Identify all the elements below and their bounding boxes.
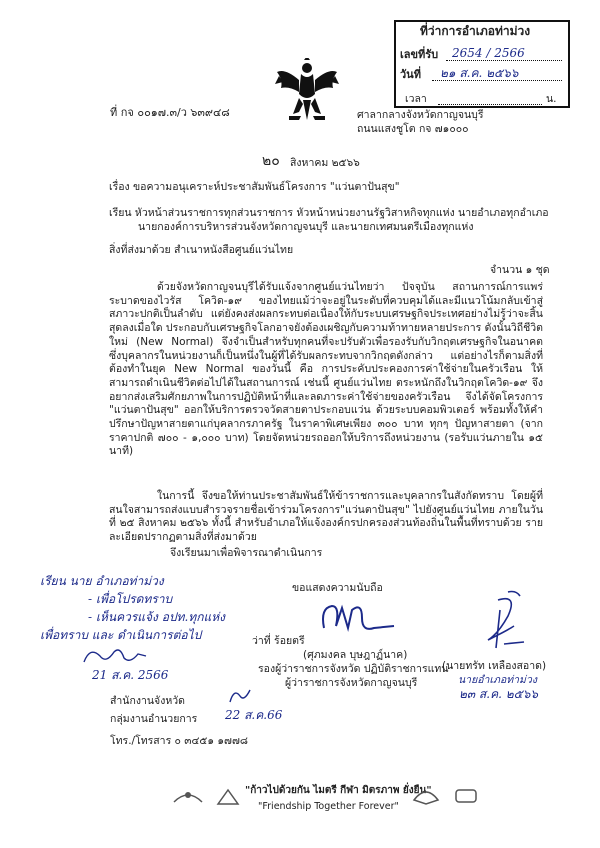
stamp-date: ๒๑ ส.ค. ๒๕๖๖ xyxy=(440,66,519,80)
letter-recipient-1: เรียน หัวหน้าส่วนราชการทุกส่วนราชการ หัวหน้าหน่วยงานรัฐวิสาหกิจทุกแห่ง นายอำเภอทุกอำเภอ xyxy=(109,207,549,219)
stamp-date-label: วันที่ xyxy=(400,68,421,81)
letter-date-day: ๒๐ xyxy=(262,153,280,169)
handwritten-initials-icon xyxy=(226,686,256,706)
handwritten-signature-1-icon xyxy=(80,644,150,668)
handwritten-note-2: - เพื่อโปรดทราบ xyxy=(88,592,173,606)
district-officer-name: (นายทรัท เหลืองสอาด) xyxy=(442,660,547,672)
signature-prefix: ว่าที่ ร้อยตรี xyxy=(252,635,305,647)
time-suffix: น. xyxy=(546,93,557,105)
office-unit: สำนักงานจังหวัด xyxy=(110,695,185,707)
signer-signature-icon xyxy=(318,598,398,638)
time-line xyxy=(438,104,542,105)
stamp-office: ที่ว่าการอำเภอท่าม่วง xyxy=(420,24,531,38)
handwritten-note-3: - เห็นควรแจ้ง อปท.ทุกแห่ง xyxy=(88,610,225,624)
letter-closing: ขอแสดงความนับถือ xyxy=(292,582,383,594)
handwritten-date-1: 21 ส.ค. 2566 xyxy=(92,668,169,682)
letter-enclosure: สิ่งที่ส่งมาด้วย สำเนาหนังสือศูนย์แว่นไทย xyxy=(109,244,294,256)
signer-title-1: รองผู้ว่าราชการจังหวัด ปฏิบัติราชการแทน xyxy=(258,663,449,675)
footer-logo-icon xyxy=(408,786,444,806)
letter-subject: เรื่อง ขอความอนุเคราะห์ประชาสัมพันธ์โครงการ "แว่นตาปันสุข" xyxy=(109,181,400,193)
sender-address-2: ถนนแสงชูโต กจ ๗๑๐๐๐ xyxy=(357,123,469,135)
letter-recipient-2: นายกองค์การบริหารส่วนจังหวัดกาญจนบุรี และนายกเทศมนตรีเมืองทุกแห่ง xyxy=(138,221,474,233)
district-officer-signature-icon xyxy=(468,590,528,660)
stamp-receipt-label: เลขที่รับ xyxy=(400,48,439,61)
stamp-line xyxy=(446,60,562,61)
signer-title-2: ผู้ว่าราชการจังหวัดกาญจนบุรี xyxy=(285,677,418,689)
footer-logo-icon xyxy=(170,786,206,806)
signer-name: (ศุภมงคล บุษฎาฏ์นาค) xyxy=(303,649,408,661)
letter-body-paragraph-1: ด้วยจังหวัดกาญจนบุรีได้รับแจ้งจากศูนย์แว่นไทยว่า ปัจจุบัน สถานการณ์การแพร่ระบาดของไวรัส โควิด-๑๙ ของไทยแม้ว่าจะอยู่ในระดับที่ควบคุมได้และมีแนวโน้มกลับเข้าสู่สภาวะปกติเป็นลำดับ แต่ยังคงส่งผลกระทบต่อเนื่องให้กับระบบเศรษฐกิจประเทศอย่างไม่รู้ว่าจะสิ้นสุดลงเมื่อใด ประกอบกับเศรษฐกิจโลกอาจยังต้องเผชิญกับความท้าทายหลายประการ ดังนั้นวิถีชีวิตใหม่ (New Normal) จึงจำเป็นสำหรับทุกคนที่จะปรับตัวเพื่อรองรับกับวิกฤตเศรษฐกิจในอนาคต ซึ่งบุคลากรในหน่วยงานก็เป็นหนึ่งในผู้ที่ได้รับผลกระทบจากวิกฤตดังกล่าว แต่อย่างไรก็ตามสิ่งที่ต้องทำในยุค New Normal ของวันนี้ คือ การประคับประคองการค่าใช้จ่ายในครัวเรือน ให้สามารถดำเนินชีวิตต่อไปได้ในสถานการณ์ เช่นนี้ ศูนย์แว่นไทย ตระหนักถึงในวิกฤตโควิด-๑๙ จึงอยากส่งเสริมศักยภาพในการปฏิบัติหน้าที่และลดภาระค่าใช้จ่ายของครัวเรือน จึงได้จัดโครงการ "แว่นตาปันสุข" ออกให้บริการตรวจวัดสายตาประกอบแว่น ด้วยระบบคอมพิวเตอร์ พร้อมทั้งให้คำปรึกษาปัญหาสายตาแก่บุคลากรภาครัฐ ในราคาพิเศษเพียง ๓๐๐ บาท ทุกๆ ปัญหาสายตา (จากราคาปกติ ๗๐๐ - ๑,๐๐๐ บาท) โดยจัดหน่วยรถออกให้บริการถึงหน่วยงาน (รอรับแว่นภายใน ๑๕ นาที) xyxy=(109,281,543,458)
footer-slogan-en: "Friendship Together Forever" xyxy=(258,801,399,812)
footer-slogan: "ก้าวไปด้วยกัน ไมตรี กีฬา มิตรภาพ ยั่งยืน" xyxy=(245,785,432,796)
time-label: เวลา xyxy=(405,93,427,105)
letter-date: สิงหาคม ๒๕๖๖ xyxy=(290,157,360,169)
footer-logo-icon xyxy=(448,786,484,806)
district-officer-title: นายอำเภอท่าม่วง xyxy=(458,674,538,686)
district-officer-date: ๒๓ ส.ค. ๒๕๖๖ xyxy=(459,687,538,701)
sender-address-1: ศาลากลางจังหวัดกาญจนบุรี xyxy=(357,109,484,121)
stamp-receipt-no: 2654 / 2566 xyxy=(452,46,525,60)
handwritten-note-4: เพื่อทราบ และ ดำเนินการต่อไป xyxy=(40,628,202,642)
handwritten-date-2: 22 ส.ค.66 xyxy=(225,708,283,722)
office-phone: โทร./โทรสาร ๐ ๓๔๕๑ ๑๗๗๘ xyxy=(110,735,248,747)
handwritten-note-1: เรียน นาย อำเภอท่าม่วง xyxy=(40,574,164,588)
letter-body-paragraph-3: จึงเรียนมาเพื่อพิจารณาดำเนินการ xyxy=(170,547,323,559)
office-group: กลุ่มงานอำนวยการ xyxy=(110,713,198,725)
reference-number: ที่ กจ ๐๐๑๗.๓/ว ๖๓๙๔๘ xyxy=(110,106,230,119)
footer-logo-icon xyxy=(210,786,246,806)
letter-body-paragraph-2: ในการนี้ จึงขอให้ท่านประชาสัมพันธ์ให้ข้าราชการและบุคลากรในสังกัดทราบ โดยผู้ที่สนใจสามารถส่งแบบสำรวจรายชื่อเข้าร่วมโครงการ"แว่นตาปันสุข" ไปยังศูนย์แว่นไทย ภายในวันที่ ๒๕ สิงหาคม ๒๕๖๖ ทั้งนี้ สำหรับอำเภอให้แจ้งองค์กรปกครองส่วนท้องถิ่นในพื้นที่ทราบด้วย รายละเอียดปรากฏตามสิ่งที่ส่งมาด้วย xyxy=(109,490,543,544)
garuda-emblem-icon xyxy=(275,58,339,124)
stamp-line xyxy=(432,80,562,81)
letter-enclosure-qty: จำนวน ๑ ชุด xyxy=(490,264,550,276)
